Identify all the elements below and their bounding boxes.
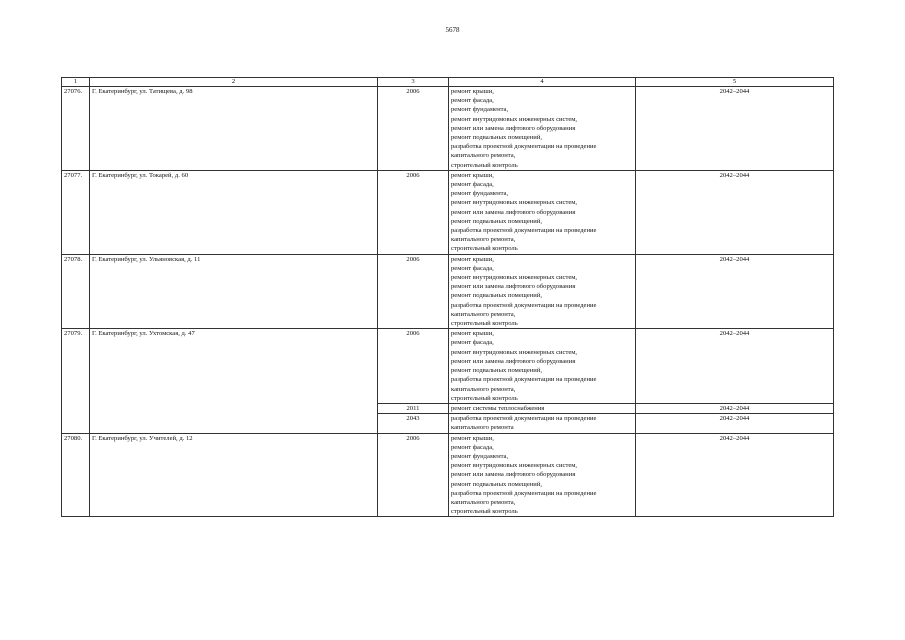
work-item: ремонт крыши,	[451, 255, 494, 263]
work-item: ремонт или замена лифтового оборудования	[451, 124, 576, 132]
year-cell: 2006	[378, 87, 449, 171]
row-number: 27077.	[62, 170, 90, 254]
period-cell: 2042–2044	[636, 414, 834, 433]
address-cell: Г. Екатеринбург, ул. Ульяновская, д. 11	[90, 254, 378, 329]
table-body	[62, 87, 834, 517]
work-item: строительный контроль	[451, 161, 518, 169]
work-item: ремонт фундамента,	[451, 452, 509, 460]
works-cell	[449, 329, 636, 404]
work-item: ремонт крыши,	[451, 330, 494, 338]
row-number: 27079.	[62, 329, 90, 433]
work-item: ремонт фасада,	[451, 264, 494, 272]
work-item: строительный контроль	[451, 508, 518, 516]
period-cell: 2042–2044	[636, 170, 834, 254]
row-number: 27078.	[62, 254, 90, 329]
work-item: капитального ремонта,	[451, 310, 516, 318]
table-row	[62, 170, 834, 254]
period-cell: 2042–2044	[636, 254, 834, 329]
column-header: 1	[62, 78, 90, 87]
work-item: строительный контроль	[451, 394, 518, 402]
row-number: 27080.	[62, 433, 90, 517]
works-cell	[449, 170, 636, 254]
works-cell	[449, 414, 636, 433]
table-row	[62, 87, 834, 171]
address-cell: Г. Екатеринбург, ул. Токарей, д. 60	[90, 170, 378, 254]
work-item: ремонт фасада,	[451, 97, 494, 105]
works-cell	[449, 403, 636, 413]
period-cell: 2042–2044	[636, 403, 834, 413]
column-header: 2	[90, 78, 378, 87]
work-item: ремонт или замена лифтового оборудования	[451, 357, 576, 365]
work-item: ремонт фундамента,	[451, 190, 509, 198]
work-item: ремонт или замена лифтового оборудования	[451, 208, 576, 216]
page-number: 5678	[445, 26, 460, 34]
work-item: ремонт системы теплоснабжения	[451, 404, 545, 412]
work-item: капитального ремонта,	[451, 236, 516, 244]
works-cell	[449, 87, 636, 171]
work-item: ремонт или замена лифтового оборудования	[451, 283, 576, 291]
work-item: ремонт подвальных помещений,	[451, 480, 542, 488]
work-item: ремонт крыши,	[451, 88, 494, 95]
work-item: разработка проектной документации на проведение	[451, 227, 597, 235]
period-cell: 2042–2044	[636, 87, 834, 171]
work-item: разработка проектной документации на проведение	[451, 489, 597, 497]
column-number-row	[62, 78, 834, 87]
work-item: ремонт внутридомовых инженерных систем,	[451, 274, 578, 282]
column-header: 3	[378, 78, 449, 87]
year-cell: 2006	[378, 329, 449, 404]
period-cell: 2042–2044	[636, 329, 834, 404]
table-row	[62, 433, 834, 517]
works-cell	[449, 254, 636, 329]
table-row	[62, 329, 834, 404]
work-item: капитального ремонта,	[451, 152, 516, 160]
work-item: разработка проектной документации на проведение	[451, 143, 597, 151]
work-item: ремонт подвальных помещений,	[451, 217, 542, 225]
year-cell: 2043	[378, 414, 449, 433]
column-header: 4	[449, 78, 636, 87]
work-item: ремонт подвальных помещений,	[451, 292, 542, 300]
works-cell	[449, 433, 636, 517]
work-item: разработка проектной документации на проведение	[451, 415, 597, 423]
work-item: ремонт подвальных помещений,	[451, 367, 542, 375]
work-item: строительный контроль	[451, 320, 518, 328]
column-header: 5	[636, 78, 834, 87]
year-cell: 2006	[378, 254, 449, 329]
work-item: ремонт фасада,	[451, 181, 494, 189]
year-cell: 2006	[378, 433, 449, 517]
work-item: ремонт внутридомовых инженерных систем,	[451, 348, 578, 356]
work-item: ремонт крыши,	[451, 171, 494, 179]
row-number: 27076.	[62, 87, 90, 171]
work-item: строительный контроль	[451, 245, 518, 253]
work-item: ремонт фундамента,	[451, 106, 509, 114]
work-item: ремонт фасада,	[451, 443, 494, 451]
work-item: ремонт фасада,	[451, 339, 494, 347]
work-item: ремонт крыши,	[451, 434, 494, 442]
work-item: разработка проектной документации на проведение	[451, 376, 597, 384]
address-cell: Г. Екатеринбург, ул. Ухтомская, д. 47	[90, 329, 378, 433]
table-row	[62, 254, 834, 329]
work-item: ремонт внутридомовых инженерных систем,	[451, 115, 578, 123]
address-cell: Г. Екатеринбург, ул. Учителей, д. 12	[90, 433, 378, 517]
work-item: капитального ремонта,	[451, 498, 516, 506]
work-item: ремонт подвальных помещений,	[451, 134, 542, 142]
work-item: капитального ремонта,	[451, 385, 516, 393]
work-item: ремонт внутридомовых инженерных систем,	[451, 462, 578, 470]
year-cell: 2011	[378, 403, 449, 413]
work-item: ремонт или замена лифтового оборудования	[451, 471, 576, 479]
work-item: разработка проектной документации на проведение	[451, 301, 597, 309]
capital-repair-table	[61, 77, 834, 517]
period-cell: 2042–2044	[636, 433, 834, 517]
address-cell: Г. Екатеринбург, ул. Татищева, д. 98	[90, 87, 378, 171]
work-item: ремонт внутридомовых инженерных систем,	[451, 199, 578, 207]
work-item: капитального ремонта	[451, 424, 514, 432]
year-cell: 2006	[378, 170, 449, 254]
